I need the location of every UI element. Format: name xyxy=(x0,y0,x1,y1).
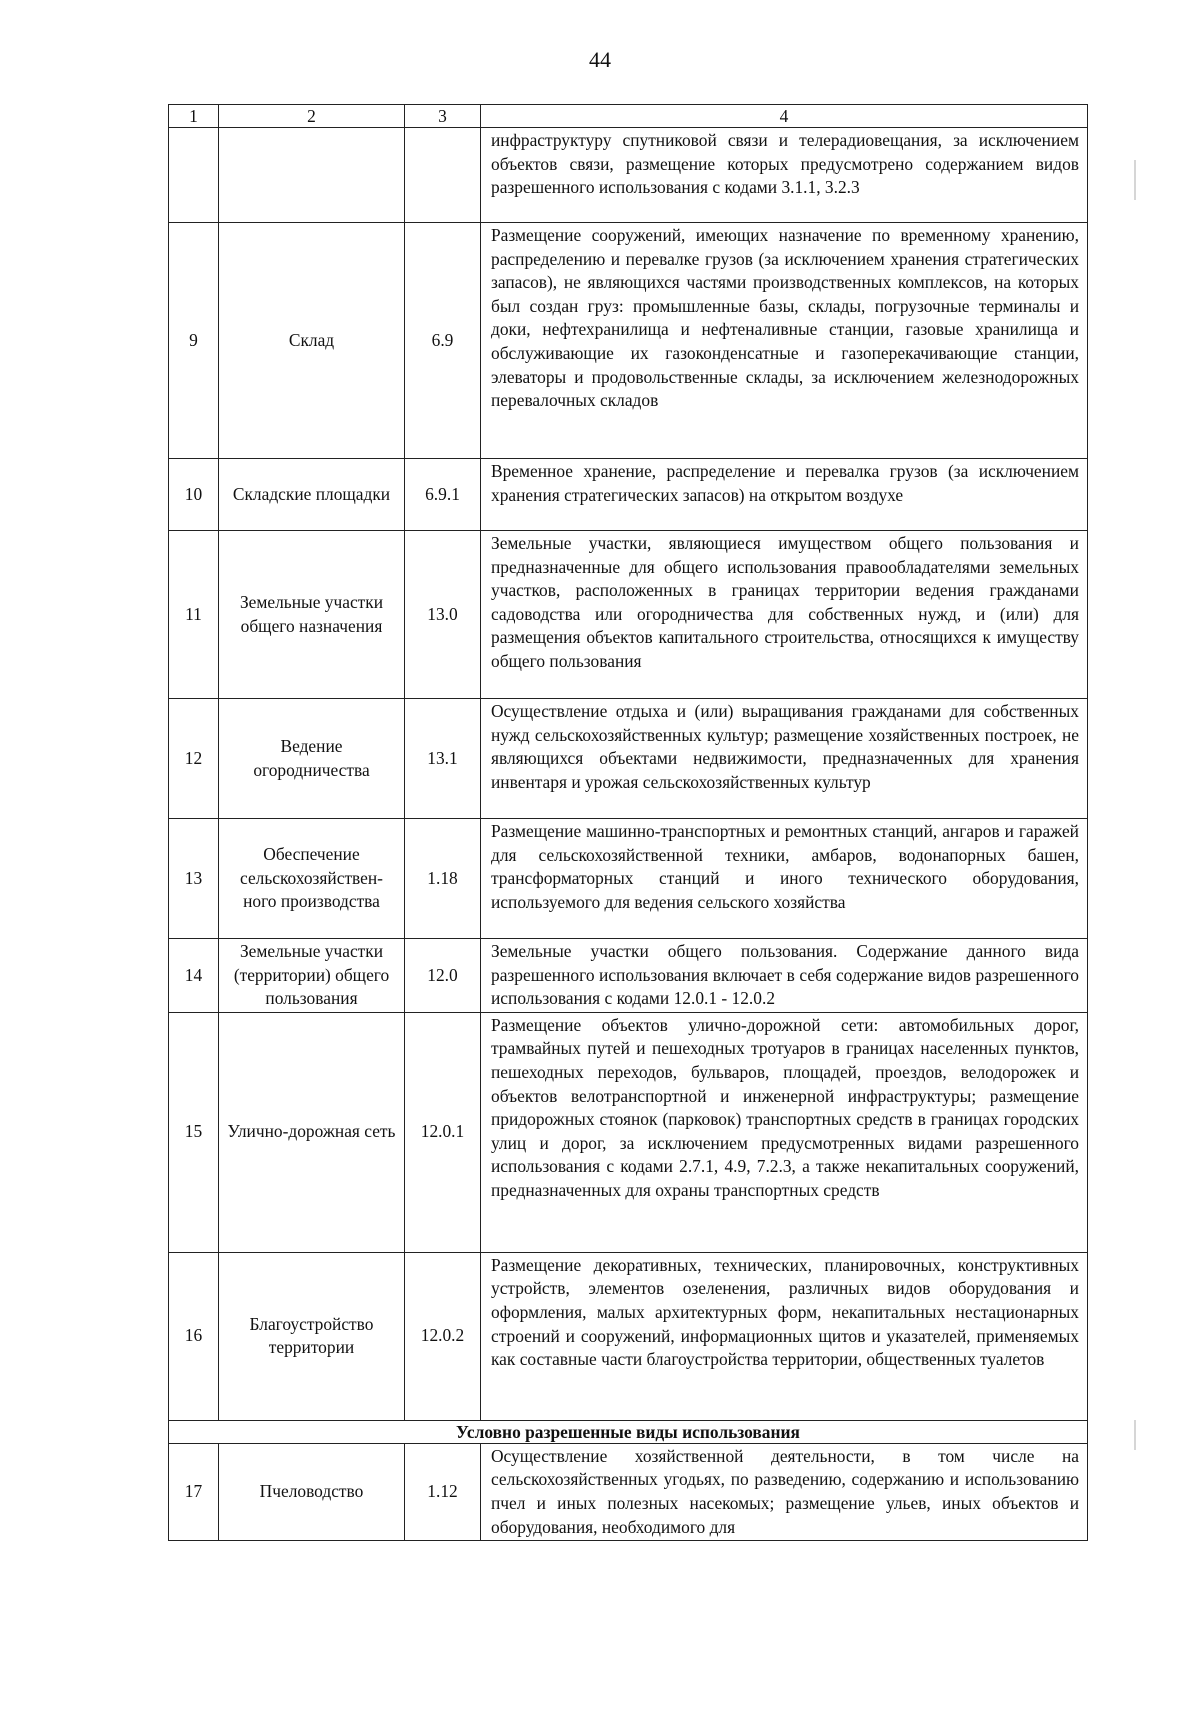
row-code: 1.12 xyxy=(405,1443,481,1540)
row-name: Складские площадки xyxy=(219,459,405,531)
row-number: 14 xyxy=(169,939,219,1013)
row-code: 12.0.2 xyxy=(405,1252,481,1420)
row-name: Обеспечение сельскохозяйствен-ного производства xyxy=(219,819,405,939)
row-description: Размещение сооружений, имеющих назначение по временному хранению, распределению и перевалке грузов (за исключением хранения стратегических запасов), не являющихся частями производственных комплексов, на которых был создан груз: промышленные базы, склады, погрузочные терминалы и доки, нефтехранилища и нефтеналивные станции, газовые хранилища и обслуживающие их газоконденсатные и газоперекачивающие станции, элеваторы и продовольственные склады, за исключением железнодорожных перевалочных складов xyxy=(481,223,1088,459)
row-name: Пчеловодство xyxy=(219,1443,405,1540)
row-name: Земельные участки (территории) общего пользования xyxy=(219,939,405,1013)
row-description: Размещение объектов улично-дорожной сети: автомобильных дорог, трамвайных путей и пешеходных тротуаров в границах населенных пунктов, пешеходных переходов, бульваров, площадей, проездов, велодорожек и объектов велотранспортной и инженерной инфраструктуры; размещение придорожных стоянок (парковок) транспортных средств в границах городских улиц и дорог, за исключением предусмотренных видами разрешенного использования с кодами 2.7.1, 4.9, 7.2.3, а также некапитальных сооружений, предназначенных для охраны транспортных средств xyxy=(481,1012,1088,1252)
table-row xyxy=(169,1443,1088,1540)
table-row-continuation xyxy=(169,128,1088,223)
row-code: 13.0 xyxy=(405,531,481,699)
row-number: 11 xyxy=(169,531,219,699)
table-row xyxy=(169,819,1088,939)
table-row xyxy=(169,1012,1088,1252)
table-row xyxy=(169,1252,1088,1420)
row-number: 16 xyxy=(169,1252,219,1420)
section-title: Условно разрешенные виды использования xyxy=(169,1420,1088,1443)
row-number-cell xyxy=(169,128,219,223)
row-description: Размещение декоративных, технических, планировочных, конструктивных устройств, элементов озеленения, различных видов оборудования и оформления, малых архитектурных форм, некапитальных нестационарных строений и сооружений, информационных щитов и указателей, применяемых как составные части благоустройства территории, общественных туалетов xyxy=(481,1252,1088,1420)
row-description: Временное хранение, распределение и перевалка грузов (за исключением хранения стратегических запасов) на открытом воздухе xyxy=(481,459,1088,531)
row-code: 12.0.1 xyxy=(405,1012,481,1252)
row-description: Земельные участки, являющиеся имуществом общего пользования и предназначенные для общего использования правообладателями земельных участков, расположенных в границах территории ведения гражданами садоводства или огородничества для собственных нужд, и (или) для размещения объектов капитального строительства, относящихся к имуществу общего пользования xyxy=(481,531,1088,699)
row-number: 12 xyxy=(169,699,219,819)
row-code-cell xyxy=(405,128,481,223)
row-number: 17 xyxy=(169,1443,219,1540)
row-name: Благоустройство территории xyxy=(219,1252,405,1420)
row-description: Осуществление хозяйственной деятельности, в том числе на сельскохозяйственных угодьях, по разведению, содержанию и использованию пчел и иных полезных насекомых; размещение ульев, иных объектов и оборудования, необходимого для xyxy=(481,1443,1088,1540)
scan-artifact xyxy=(1134,1420,1136,1450)
page-number: 44 xyxy=(589,47,611,72)
row-code: 13.1 xyxy=(405,699,481,819)
row-description: Размещение машинно-транспортных и ремонтных станций, ангаров и гаражей для сельскохозяйственной техники, амбаров, водонапорных башен, трансформаторных станций и иного технического оборудования, используемого для ведения сельского хозяйства xyxy=(481,819,1088,939)
table-row xyxy=(169,459,1088,531)
table-row xyxy=(169,939,1088,1013)
table-header-row xyxy=(169,105,1088,128)
row-description: Земельные участки общего пользования. Содержание данного вида разрешенного использования включает в себя содержание видов разрешенного использования с кодами 12.0.1 - 12.0.2 xyxy=(481,939,1088,1013)
row-code: 6.9 xyxy=(405,223,481,459)
row-name: Склад xyxy=(219,223,405,459)
row-code: 1.18 xyxy=(405,819,481,939)
row-name-cell xyxy=(219,128,405,223)
table-row xyxy=(169,699,1088,819)
row-description: инфраструктуру спутниковой связи и телерадиовещания, за исключением объектов связи, размещение которых предусмотрено содержанием видов разрешенного использования с кодами 3.1.1, 3.2.3 xyxy=(481,128,1088,223)
row-number: 13 xyxy=(169,819,219,939)
row-number: 15 xyxy=(169,1012,219,1252)
land-use-table xyxy=(168,104,1088,1541)
table-row xyxy=(169,531,1088,699)
row-name: Ведение огородничества xyxy=(219,699,405,819)
row-number: 9 xyxy=(169,223,219,459)
column-header: 4 xyxy=(481,105,1088,128)
column-header: 2 xyxy=(219,105,405,128)
row-name: Улично-дорожная сеть xyxy=(219,1012,405,1252)
row-number: 10 xyxy=(169,459,219,531)
row-description: Осуществление отдыха и (или) выращивания гражданами для собственных нужд сельскохозяйственных культур; размещение хозяйственных построек, не являющихся объектами недвижимости, предназначенных для хранения инвентаря и урожая сельскохозяйственных культур xyxy=(481,699,1088,819)
column-header: 1 xyxy=(169,105,219,128)
table-row xyxy=(169,223,1088,459)
row-code: 6.9.1 xyxy=(405,459,481,531)
column-header: 3 xyxy=(405,105,481,128)
row-code: 12.0 xyxy=(405,939,481,1013)
section-header-row xyxy=(169,1420,1088,1443)
scan-artifact xyxy=(1134,160,1136,200)
row-name: Земельные участки общего назначения xyxy=(219,531,405,699)
